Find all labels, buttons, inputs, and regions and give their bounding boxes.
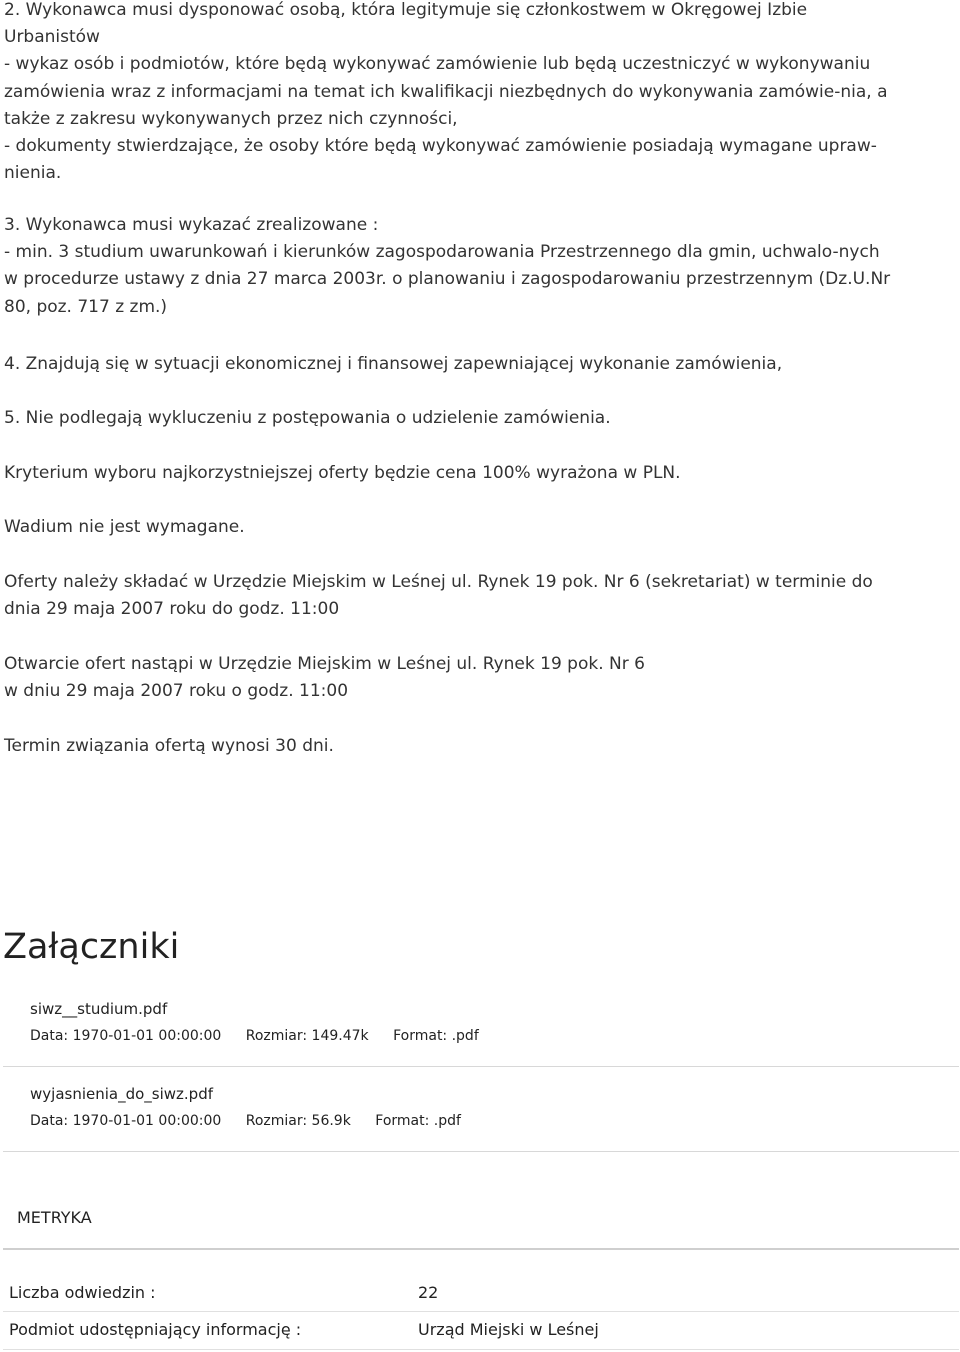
text-line: 80, poz. 717 z zm.) xyxy=(4,296,168,317)
attachments-heading: Załączniki xyxy=(3,927,180,967)
text-line: zamówienia wraz z informacjami na temat ich kwalifikacji niezbędnych do wykonywania zamówie-nia, a xyxy=(4,81,888,102)
section-5-paragraph: 5. Nie podlegają wykluczeniu z postępowania o udzielenie zamówienia. xyxy=(4,408,611,428)
text-line: także z zakresu wykonywanych przez nich czynności, xyxy=(4,108,458,129)
row-divider xyxy=(3,1311,959,1312)
text-line: - min. 3 studium uwarunkowań i kierunków zagospodarowania Przestrzennego dla gmin, uchwalo-nych xyxy=(4,242,880,263)
text-line: w procedurze ustawy z dnia 27 marca 2003r. o planowaniu i zagospodarowaniu przestrzennym (Dz.U.Nr xyxy=(4,269,891,290)
attachment-date: Data: 1970-01-01 00:00:00 xyxy=(30,1113,222,1129)
attachment-size: Rozmiar: 56.9k xyxy=(245,1113,351,1129)
metryka-key: Liczba odwiedzin : xyxy=(9,1283,156,1302)
binding-paragraph: Termin związania ofertą wynosi 30 dni. xyxy=(4,736,334,756)
metryka-heading: METRYKA xyxy=(17,1208,92,1227)
attachment-link[interactable]: siwz__studium.pdf xyxy=(30,1000,168,1018)
divider xyxy=(3,1248,959,1250)
divider xyxy=(3,1066,959,1067)
attachment-format: Format: .pdf xyxy=(375,1113,461,1129)
section-4-paragraph: 4. Znajdują się w sytuacji ekonomicznej i finansowej zapewniającej wykonanie zamówienia, xyxy=(4,354,783,374)
section-3-paragraph xyxy=(4,212,956,321)
text-line: 3. Wykonawca musi wykazać zrealizowane : xyxy=(4,215,379,235)
attachment-item xyxy=(30,1083,950,1131)
text-line: - wykaz osób i podmiotów, które będą wykonywać zamówienie lub będą uczestniczyć w wykonywaniu xyxy=(4,54,871,75)
attachment-format: Format: .pdf xyxy=(393,1028,479,1044)
attachment-meta xyxy=(30,1111,950,1131)
attachment-meta xyxy=(30,1026,950,1046)
divider xyxy=(3,1151,959,1152)
attachment-link[interactable]: wyjasnienia_do_siwz.pdf xyxy=(30,1085,214,1103)
text-line: nienia. xyxy=(4,163,62,184)
section-2-paragraph xyxy=(4,0,956,187)
text-line: Oferty należy składać w Urzędzie Miejskim w Leśnej ul. Rynek 19 pok. Nr 6 (sekretariat) w terminie do xyxy=(4,572,873,592)
metryka-value: 22 xyxy=(418,1283,439,1302)
opening-paragraph xyxy=(4,651,956,705)
metryka-value: Urząd Miejski w Leśnej xyxy=(418,1320,599,1339)
row-divider xyxy=(3,1349,959,1350)
deposit-paragraph: Wadium nie jest wymagane. xyxy=(4,517,245,537)
text-line: Urbanistów xyxy=(4,27,100,48)
metryka-key: Podmiot udostępniający informację : xyxy=(9,1320,302,1339)
attachment-date: Data: 1970-01-01 00:00:00 xyxy=(30,1028,222,1044)
attachment-size: Rozmiar: 149.47k xyxy=(245,1028,369,1044)
offers-paragraph xyxy=(4,569,956,623)
text-line: Otwarcie ofert nastąpi w Urzędzie Miejskim w Leśnej ul. Rynek 19 pok. Nr 6 xyxy=(4,654,645,674)
text-line: dnia 29 maja 2007 roku do godz. 11:00 xyxy=(4,599,340,620)
text-line: 2. Wykonawca musi dysponować osobą, która legitymuje się członkostwem w Okręgowej Izbie xyxy=(4,0,808,20)
criterion-paragraph: Kryterium wyboru najkorzystniejszej oferty będzie cena 100% wyrażona w PLN. xyxy=(4,463,681,483)
text-line: - dokumenty stwierdzające, że osoby które będą wykonywać zamówienie posiadają wymagane upraw- xyxy=(4,136,877,157)
attachment-item xyxy=(30,998,950,1046)
text-line: w dniu 29 maja 2007 roku o godz. 11:00 xyxy=(4,681,349,702)
